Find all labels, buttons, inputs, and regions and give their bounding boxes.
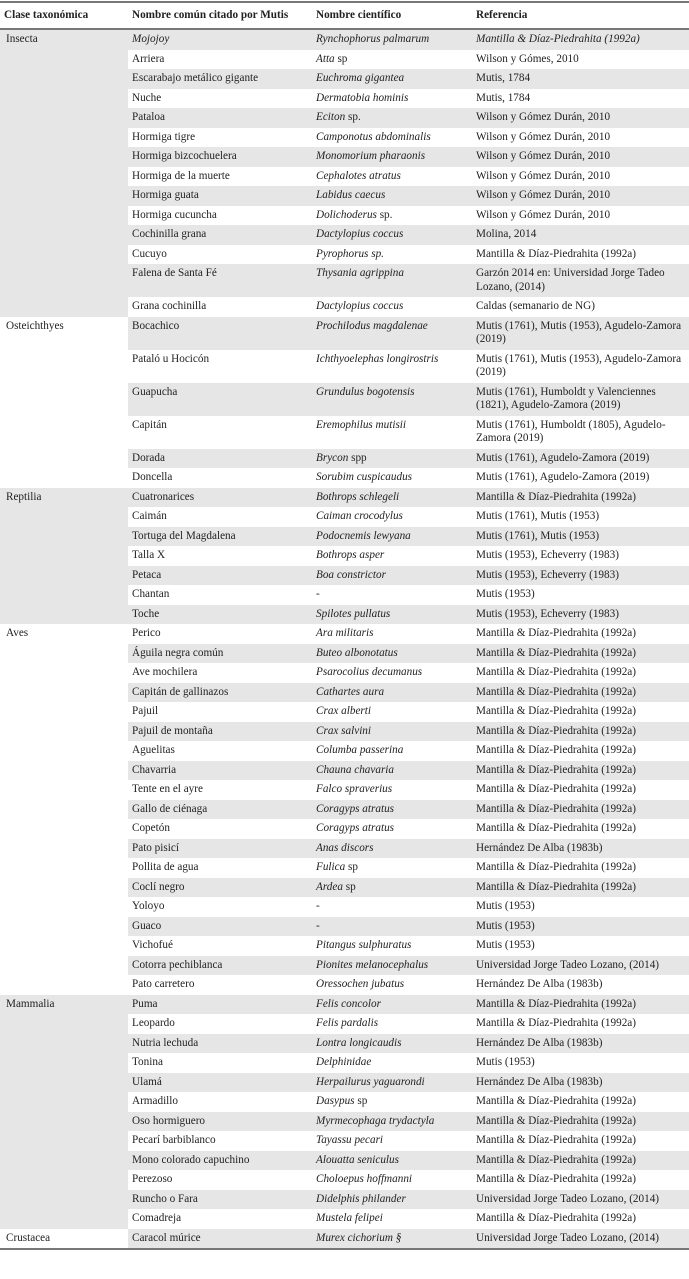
scientific-name: Delphinidae xyxy=(316,1056,372,1068)
reference-cell: Mantilla & Díaz-Piedrahita (1992a) xyxy=(472,800,689,820)
scientific-name-suffix: sp xyxy=(354,1095,368,1107)
scientific-name-cell xyxy=(312,128,472,148)
taxonomic-class-cell: Crustacea xyxy=(6,1231,51,1244)
reference-cell: Mutis (1761), Humboldt y Valenciennes (1821), Agudelo-Zamora (2019) xyxy=(472,383,689,416)
scientific-name: Mustela felipei xyxy=(316,1212,383,1224)
scientific-name-cell xyxy=(312,761,472,781)
scientific-name-cell xyxy=(312,585,472,605)
common-name-cell: Dorada xyxy=(128,449,312,469)
common-name-cell: Tonina xyxy=(132,1056,163,1068)
scientific-name-suffix: sp. xyxy=(345,111,361,123)
common-name-cell: Doncella xyxy=(132,471,173,483)
scientific-name-cell xyxy=(312,317,472,350)
table-row xyxy=(0,1229,689,1250)
reference-cell: Mutis (1953) xyxy=(476,588,535,600)
scientific-name: Prochilodus magdalenae xyxy=(316,319,428,332)
reference-cell: Mantilla & Díaz-Piedrahita (1992a) xyxy=(472,29,689,50)
common-name-cell: Hormiga guata xyxy=(128,186,312,206)
scientific-name-cell xyxy=(312,800,472,820)
scientific-name-cell xyxy=(312,819,472,839)
reference-cell: Garzón 2014 en: Universidad Jorge Tadeo Lozano, (2014) xyxy=(472,264,689,297)
scientific-name-cell xyxy=(312,1209,472,1229)
reference-cell: Mutis (1761), Agudelo-Zamora (2019) xyxy=(476,471,650,483)
scientific-name: Crax salvini xyxy=(316,724,372,737)
scientific-name: Oressochen jubatus xyxy=(316,978,405,990)
scientific-name-cell xyxy=(312,186,472,206)
common-name-cell: Pataloa xyxy=(128,108,312,128)
common-name-cell: Cotorra pechiblanca xyxy=(128,956,312,976)
scientific-name-cell xyxy=(312,383,472,416)
common-name-cell: Gallo de ciénaga xyxy=(128,800,312,820)
common-name-cell: Puma xyxy=(128,995,312,1015)
common-name-cell: Pato pisicí xyxy=(128,839,312,859)
scientific-name-cell xyxy=(312,527,472,547)
scientific-name-cell xyxy=(312,350,472,383)
reference-cell: Mutis (1761), Humboldt (1805), Agudelo-Zamora (2019) xyxy=(476,418,666,444)
scientific-name-suffix: sp xyxy=(345,861,358,873)
scientific-name-cell xyxy=(312,780,472,800)
reference-cell: Wilson y Gómez Durán, 2010 xyxy=(472,108,689,128)
reference-cell: Mutis (1953), Echeverry (1983) xyxy=(476,549,619,561)
common-name-cell: Chantan xyxy=(132,588,170,600)
scientific-name-cell xyxy=(312,1151,472,1171)
scientific-name: Chauna chavaria xyxy=(316,763,394,776)
scientific-name: Rynchophorus palmarum xyxy=(316,33,430,45)
scientific-name-cell xyxy=(312,1014,472,1034)
scientific-name: Columba passerina xyxy=(316,744,404,756)
common-name-cell: Pecarí barbiblanco xyxy=(132,1134,216,1146)
reference-cell: Molina, 2014 xyxy=(472,225,689,245)
scientific-name: Dactylopius coccus xyxy=(316,300,404,312)
scientific-name-cell xyxy=(312,917,472,937)
scientific-name-cell xyxy=(312,468,472,488)
scientific-name-cell xyxy=(312,741,472,761)
scientific-name-cell xyxy=(312,507,472,527)
scientific-name-cell xyxy=(312,206,472,226)
reference-cell: Hernández De Alba (1983b) xyxy=(472,1073,689,1093)
scientific-name-cell xyxy=(312,1190,472,1210)
scientific-name-cell xyxy=(312,297,472,317)
scientific-name: Podocnemis lewyana xyxy=(316,529,411,542)
scientific-name: Didelphis philander xyxy=(316,1192,406,1205)
scientific-name: Falco spraverius xyxy=(316,783,393,795)
taxonomic-class-cell: Insecta xyxy=(0,29,128,317)
scientific-name-cell xyxy=(312,624,472,644)
common-name-cell: Aguelitas xyxy=(132,744,175,756)
common-name-cell: Guaco xyxy=(128,917,312,937)
common-name-cell: Runcho o Fara xyxy=(128,1190,312,1210)
scientific-name: Dolichoderus xyxy=(316,208,377,221)
table-row xyxy=(0,995,689,1015)
scientific-name-cell xyxy=(312,1073,472,1093)
scientific-name-cell xyxy=(312,245,472,265)
common-name-cell: Pajuil de montaña xyxy=(128,722,312,742)
reference-cell: Wilson y Gómez Durán, 2010 xyxy=(476,208,611,221)
scientific-name-cell xyxy=(312,50,472,70)
reference-cell: Mutis (1953), Echeverry (1983) xyxy=(472,605,689,625)
scientific-name: - xyxy=(316,900,320,912)
scientific-name: Anas discors xyxy=(316,841,374,854)
reference-cell: Mutis (1953) xyxy=(476,1056,535,1068)
common-name-cell: Leopardo xyxy=(132,1017,175,1029)
scientific-name-cell xyxy=(312,956,472,976)
reference-cell: Mutis (1953) xyxy=(472,917,689,937)
reference-cell: Mantilla & Díaz-Piedrahita (1992a) xyxy=(476,861,636,873)
reference-cell: Mantilla & Díaz-Piedrahita (1992a) xyxy=(472,722,689,742)
scientific-name-cell xyxy=(312,995,472,1015)
common-name-cell: Guapucha xyxy=(128,383,312,416)
common-name-cell: Cucuyo xyxy=(132,247,167,260)
common-name-cell: Caimán xyxy=(132,510,167,522)
scientific-name-cell xyxy=(312,683,472,703)
scientific-name: Ardea xyxy=(316,880,343,893)
reference-cell: Mutis (1953) xyxy=(476,900,535,912)
scientific-name-cell xyxy=(312,702,472,722)
reference-cell: Mantilla & Díaz-Piedrahita (1992a) xyxy=(472,488,689,508)
scientific-name-cell xyxy=(312,264,472,297)
reference-cell: Mutis (1761), Mutis (1953), Agudelo-Zamora (2019) xyxy=(472,317,689,350)
scientific-name-cell xyxy=(312,147,472,167)
scientific-name: Eciton xyxy=(316,111,346,123)
scientific-name: Brycon xyxy=(316,451,349,464)
scientific-name-cell xyxy=(312,839,472,859)
scientific-name: Bothrops asper xyxy=(316,549,385,561)
scientific-name: Camponotus abdominalis xyxy=(316,130,431,143)
scientific-name: Pyrophorus sp. xyxy=(316,247,384,260)
scientific-name: Myrmecophaga trydactyla xyxy=(316,1114,435,1127)
scientific-name-cell xyxy=(312,108,472,128)
scientific-name-cell xyxy=(312,546,472,566)
scientific-name-cell xyxy=(312,936,472,956)
reference-cell: Mutis (1761), Mutis (1953), Agudelo-Zamora (2019) xyxy=(476,352,682,378)
common-name-cell: Hormiga cucuncha xyxy=(132,208,217,221)
scientific-name: Pionites melanocephalus xyxy=(316,958,429,971)
common-name-cell: Bocachico xyxy=(128,317,312,350)
scientific-name-cell xyxy=(312,1131,472,1151)
reference-cell: Mantilla & Díaz-Piedrahita (1992a) xyxy=(472,683,689,703)
scientific-name: Ichthyoelephas longirostris xyxy=(316,352,439,365)
reference-cell: Mantilla & Díaz-Piedrahita (1992a) xyxy=(476,247,636,260)
taxonomic-class-cell: Aves xyxy=(6,627,29,639)
scientific-name: Choloepus hoffmanni xyxy=(316,1173,413,1185)
scientific-name: Tayassu pecari xyxy=(316,1134,384,1146)
common-name-cell: Nutria lechuda xyxy=(128,1034,312,1054)
scientific-name: Coragyps atratus xyxy=(316,822,395,834)
scientific-name-cell xyxy=(312,722,472,742)
scientific-name-cell xyxy=(312,605,472,625)
scientific-name-cell xyxy=(312,1092,472,1112)
scientific-name-cell xyxy=(312,89,472,109)
header-common-name: Nombre común citado por Mutis xyxy=(128,2,312,29)
table-row xyxy=(0,317,689,350)
common-name-cell: Mojojoy xyxy=(128,29,312,50)
reference-cell: Mantilla & Díaz-Piedrahita (1992a) xyxy=(472,644,689,664)
common-name-cell: Pato carretero xyxy=(132,978,195,990)
scientific-name-cell xyxy=(312,1112,472,1132)
common-name-cell: Yoloyo xyxy=(132,900,165,912)
header-reference: Referencia xyxy=(472,2,689,29)
scientific-name: Caiman crocodylus xyxy=(316,510,403,522)
scientific-name: Thysania agrippina xyxy=(316,267,404,279)
common-name-cell: Nuche xyxy=(132,91,162,104)
scientific-name: Fulica xyxy=(316,861,346,873)
reference-cell: Mutis (1953), Echeverry (1983) xyxy=(472,566,689,586)
scientific-name: Crax alberti xyxy=(316,705,372,717)
common-name-cell: Hormiga tigre xyxy=(132,130,196,143)
scientific-name: Alouatta seniculus xyxy=(316,1153,399,1166)
scientific-name: Eremophilus mutisii xyxy=(316,418,407,431)
header-class: Clase taxonómica xyxy=(0,2,128,29)
reference-cell: Mantilla & Díaz-Piedrahita (1992a) xyxy=(476,744,636,756)
common-name-cell: Arriera xyxy=(132,52,165,65)
reference-cell: Mutis (1761), Agudelo-Zamora (2019) xyxy=(472,449,689,469)
scientific-name-cell xyxy=(312,897,472,917)
header-row xyxy=(0,2,689,29)
taxonomic-class-cell: Osteichthyes xyxy=(6,319,64,332)
common-name-cell: Pataló u Hocicón xyxy=(132,352,210,365)
scientific-name: Bothrops schlegeli xyxy=(316,490,400,503)
reference-cell: Hernández De Alba (1983b) xyxy=(472,1034,689,1054)
reference-cell: Wilson y Gómez Durán, 2010 xyxy=(472,186,689,206)
scientific-name-cell xyxy=(312,1170,472,1190)
reference-cell: Mantilla & Díaz-Piedrahita (1992a) xyxy=(476,1017,636,1029)
reference-cell: Mantilla & Díaz-Piedrahita (1992a) xyxy=(476,822,636,834)
common-name-cell: Talla X xyxy=(132,549,166,561)
scientific-name-cell xyxy=(312,663,472,683)
common-name-cell: Pajuil xyxy=(132,705,159,717)
common-name-cell: Perico xyxy=(132,627,161,639)
scientific-name-cell xyxy=(312,975,472,995)
scientific-name: Boa constrictor xyxy=(316,568,386,581)
reference-cell: Mantilla & Díaz-Piedrahita (1992a) xyxy=(472,761,689,781)
common-name-cell: Mono colorado capuchino xyxy=(128,1151,312,1171)
scientific-name-suffix: sp xyxy=(342,880,356,893)
scientific-name: Murex cichorium § xyxy=(316,1231,402,1244)
scientific-name: Buteo albonotatus xyxy=(316,646,398,659)
table-row xyxy=(0,29,689,50)
scientific-name-cell xyxy=(312,1229,472,1250)
reference-cell: Mantilla & Díaz-Piedrahita (1992a) xyxy=(476,1134,636,1146)
common-name-cell: Águila negra común xyxy=(128,644,312,664)
reference-cell: Mutis, 1784 xyxy=(476,91,531,104)
common-name-cell: Cuatronarices xyxy=(128,488,312,508)
common-name-cell: Copetón xyxy=(132,822,170,834)
common-name-cell: Hormiga de la muerte xyxy=(132,169,230,182)
common-name-cell: Grana cochinilla xyxy=(132,300,207,312)
scientific-name: Lontra longicaudis xyxy=(316,1036,402,1049)
scientific-name: - xyxy=(316,919,320,932)
scientific-name-cell xyxy=(312,69,472,89)
common-name-cell: Falena de Santa Fé xyxy=(128,264,312,297)
reference-cell: Universidad Jorge Tadeo Lozano, (2014) xyxy=(472,1190,689,1210)
reference-cell: Mantilla & Díaz-Piedrahita (1992a) xyxy=(472,1112,689,1132)
common-name-cell: Pollita de agua xyxy=(132,861,199,873)
scientific-name-cell xyxy=(312,449,472,469)
scientific-name-cell xyxy=(312,167,472,187)
reference-cell: Mantilla & Díaz-Piedrahita (1992a) xyxy=(476,705,636,717)
common-name-cell: Oso hormiguero xyxy=(128,1112,312,1132)
taxonomic-class-cell: Mammalia xyxy=(0,995,128,1229)
reference-cell: Universidad Jorge Tadeo Lozano, (2014) xyxy=(472,1229,689,1250)
common-name-cell: Caracol múrice xyxy=(128,1229,312,1250)
scientific-name: Cephalotes atratus xyxy=(316,169,401,182)
scientific-name: Labidus caecus xyxy=(316,189,386,201)
scientific-name-cell xyxy=(312,858,472,878)
scientific-name: Dasypus xyxy=(316,1095,355,1107)
scientific-name-cell xyxy=(312,488,472,508)
common-name-cell: Chavarria xyxy=(128,761,312,781)
reference-cell: Wilson y Gómez Durán, 2010 xyxy=(476,169,611,182)
scientific-name: Herpailurus yaguarondi xyxy=(316,1075,425,1088)
reference-cell: Mutis (1953) xyxy=(476,939,535,951)
scientific-name: Euchroma gigantea xyxy=(316,72,405,84)
scientific-name-suffix: sp xyxy=(334,52,348,65)
reference-cell: Mutis, 1784 xyxy=(472,69,689,89)
scientific-name-cell xyxy=(312,1053,472,1073)
scientific-name: Coragyps atratus xyxy=(316,802,395,815)
reference-cell: Mantilla & Díaz-Piedrahita (1992a) xyxy=(472,995,689,1015)
scientific-name: Dermatobia hominis xyxy=(316,91,409,104)
common-name-cell: Coclí negro xyxy=(128,878,312,898)
scientific-name: Ara militaris xyxy=(316,627,374,639)
reference-cell: Mantilla & Díaz-Piedrahita (1992a) xyxy=(476,783,636,795)
taxonomic-class-cell: Reptilia xyxy=(0,488,128,625)
common-name-cell: Escarabajo metálico gigante xyxy=(128,69,312,89)
common-name-cell: Ave mochilera xyxy=(132,666,198,678)
reference-cell: Hernández De Alba (1983b) xyxy=(472,839,689,859)
reference-cell: Mutis (1761), Mutis (1953) xyxy=(472,527,689,547)
header-scientific-name: Nombre científico xyxy=(312,2,472,29)
common-name-cell: Comadreja xyxy=(132,1212,182,1224)
scientific-name: Felis concolor xyxy=(316,997,381,1010)
common-name-cell: Hormiga bizcochuelera xyxy=(128,147,312,167)
scientific-name: Spilotes pullatus xyxy=(316,607,391,620)
reference-cell: Mantilla & Díaz-Piedrahita (1992a) xyxy=(472,1151,689,1171)
scientific-name: Dactylopius coccus xyxy=(316,228,404,240)
scientific-name: Psarocolius decumanus xyxy=(316,666,423,678)
reference-cell: Universidad Jorge Tadeo Lozano, (2014) xyxy=(472,956,689,976)
common-name-cell: Petaca xyxy=(128,566,312,586)
reference-cell: Wilson y Gómez Durán, 2010 xyxy=(472,147,689,167)
common-name-cell: Armadillo xyxy=(132,1095,178,1107)
scientific-name-suffix: sp. xyxy=(376,208,393,221)
reference-cell: Wilson y Gómes, 2010 xyxy=(476,52,579,65)
scientific-name: - xyxy=(316,588,320,600)
scientific-name: Pitangus sulphuratus xyxy=(316,939,412,951)
reference-cell: Mutis (1761), Mutis (1953) xyxy=(476,510,600,522)
common-name-cell: Tortuga del Magdalena xyxy=(128,527,312,547)
scientific-name: Atta xyxy=(316,52,335,65)
common-name-cell: Toche xyxy=(128,605,312,625)
scientific-name-cell xyxy=(312,29,472,50)
common-name-cell: Tente en el ayre xyxy=(132,783,203,795)
common-name-cell: Capitán de gallinazos xyxy=(128,683,312,703)
scientific-name: Sorubim cuspicaudus xyxy=(316,471,413,483)
reference-cell: Caldas (semanario de NG) xyxy=(476,300,595,312)
scientific-name-cell xyxy=(312,566,472,586)
common-name-cell: Perezoso xyxy=(132,1173,173,1185)
scientific-name-cell xyxy=(312,416,472,449)
scientific-name: Cathartes aura xyxy=(316,685,385,698)
scientific-name-cell xyxy=(312,878,472,898)
scientific-name-cell xyxy=(312,225,472,245)
scientific-name-cell xyxy=(312,644,472,664)
common-name-cell: Capitán xyxy=(132,418,167,431)
reference-cell: Mantilla & Díaz-Piedrahita (1992a) xyxy=(476,1095,636,1107)
taxonomy-table xyxy=(0,1,689,1250)
scientific-name: Monomorium pharaonis xyxy=(316,150,426,162)
common-name-cell: Vichofué xyxy=(132,939,173,951)
common-name-cell: Cochinilla grana xyxy=(128,225,312,245)
reference-cell: Mantilla & Díaz-Piedrahita (1992a) xyxy=(476,627,636,639)
reference-cell: Mantilla & Díaz-Piedrahita (1992a) xyxy=(472,878,689,898)
table-row xyxy=(0,488,689,508)
common-name-cell: Ulamá xyxy=(128,1073,312,1093)
scientific-name-cell xyxy=(312,1034,472,1054)
reference-cell: Wilson y Gómez Durán, 2010 xyxy=(476,130,611,143)
reference-cell: Mantilla & Díaz-Piedrahita (1992a) xyxy=(476,1212,636,1224)
reference-cell: Hernández De Alba (1983b) xyxy=(476,978,603,990)
reference-cell: Mantilla & Díaz-Piedrahita (1992a) xyxy=(476,1173,636,1185)
scientific-name-suffix: spp xyxy=(348,451,367,464)
scientific-name: Felis pardalis xyxy=(316,1017,379,1029)
table-row xyxy=(0,624,689,644)
reference-cell: Mantilla & Díaz-Piedrahita (1992a) xyxy=(476,666,636,678)
scientific-name: Grundulus bogotensis xyxy=(316,385,415,398)
